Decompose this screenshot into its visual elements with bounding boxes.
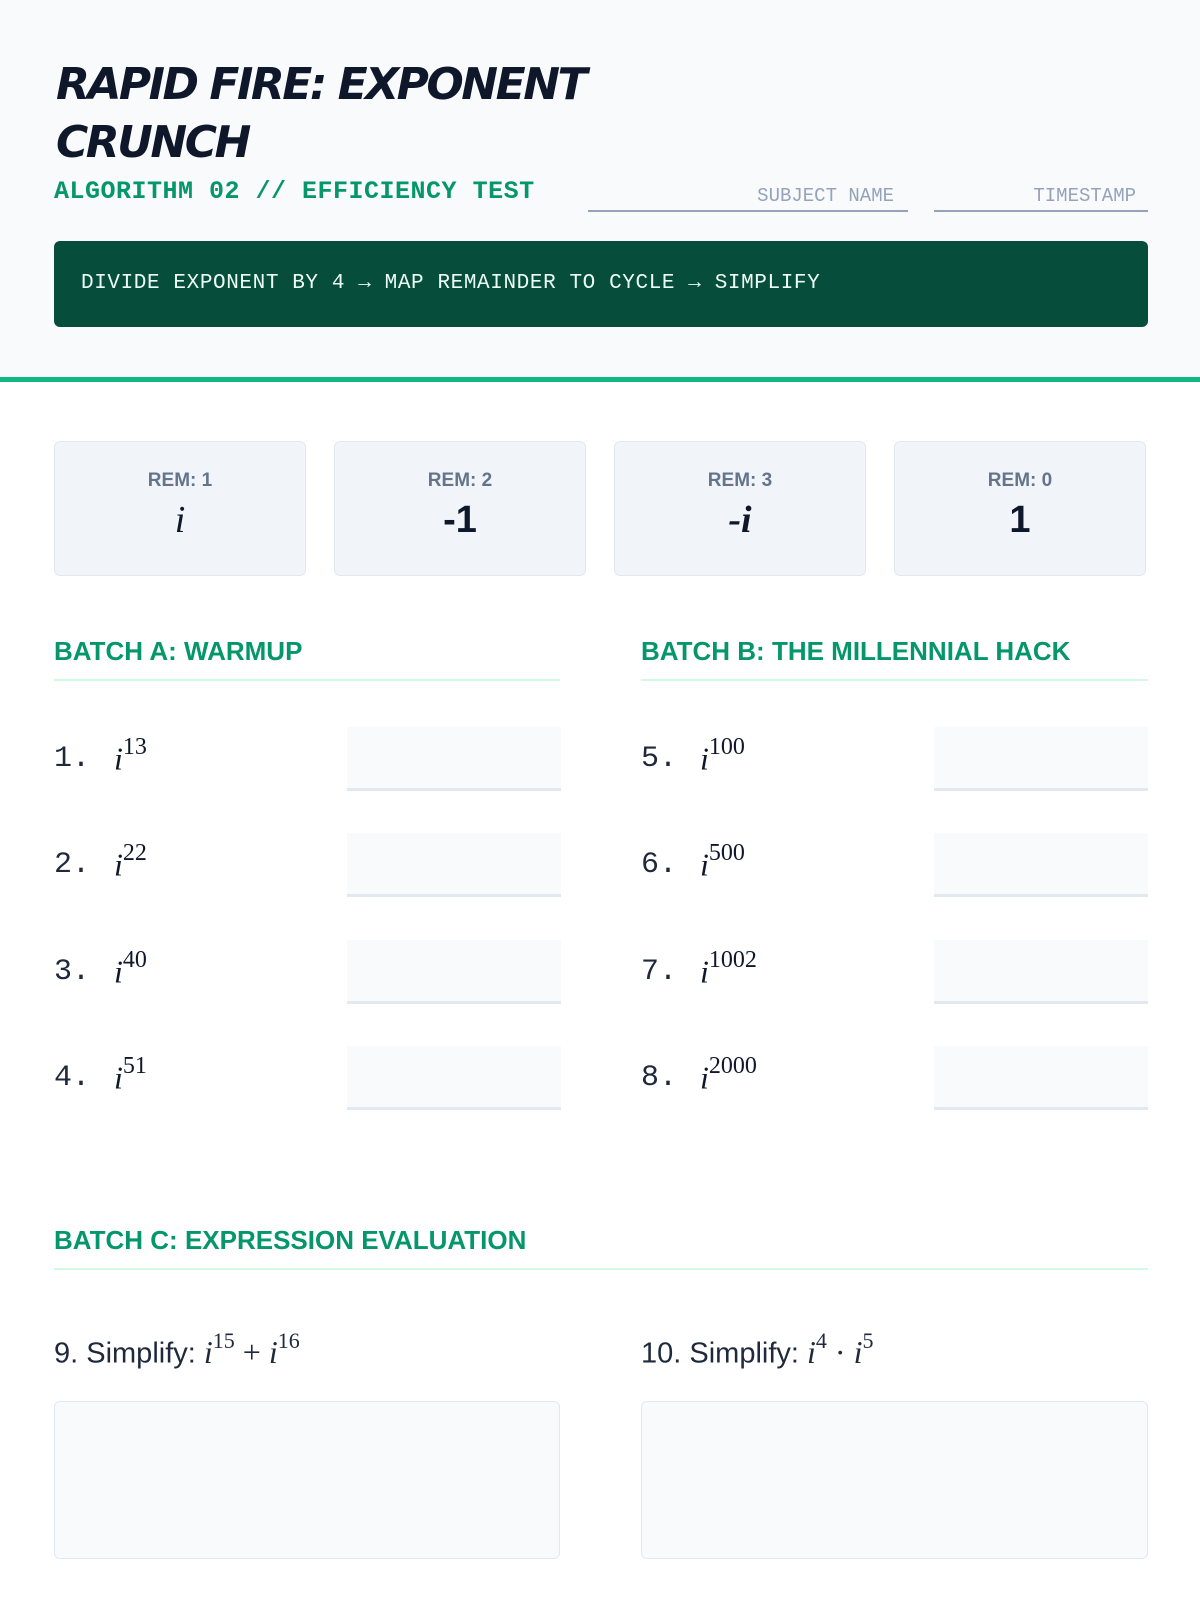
problem-number: 6. (641, 848, 678, 882)
problem-expression: $i^{13}$ (114, 734, 147, 777)
cycle-card-value: 1 (1009, 499, 1031, 541)
question-10-label (641, 1328, 874, 1371)
answer-box-2[interactable] (347, 833, 561, 897)
answer-box-6[interactable] (934, 833, 1148, 897)
title-line-2: CRUNCH (56, 117, 249, 168)
cycle-card-value: -i (728, 499, 752, 541)
cycle-card-rem-1 (54, 441, 306, 576)
cycle-card-value: -1 (443, 499, 477, 541)
cycle-card-label: REM: 2 (427, 470, 493, 491)
problem-number: 3. (54, 955, 91, 989)
worksheet-header (0, 0, 1200, 382)
cycle-card-rem-0 (894, 441, 1146, 576)
cycle-card-label: REM: 1 (147, 470, 213, 491)
problem-expression: $i^{22}$ (114, 840, 147, 883)
answer-box-7[interactable] (934, 940, 1148, 1004)
answer-box-1[interactable] (347, 727, 561, 791)
work-area-10[interactable] (641, 1401, 1148, 1559)
question-9-expression: $i^{15} + i^{16}$ (203, 1328, 300, 1370)
page-title (56, 56, 616, 172)
question-10-expression: $i^4 \cdot i^5$ (807, 1328, 874, 1370)
cycle-card-label: REM: 3 (707, 470, 773, 491)
problem-expression: $i^{40}$ (114, 947, 147, 990)
question-9-label (54, 1328, 300, 1371)
problem-expression: $i^{1002}$ (700, 947, 757, 990)
cycle-card-label: REM: 0 (987, 470, 1053, 491)
problem-number: 1. (54, 742, 91, 776)
problem-number: 7. (641, 955, 678, 989)
problem-expression: $i^{51}$ (114, 1053, 147, 1096)
batch-c-heading: BATCH C: EXPRESSION EVALUATION (54, 1220, 1148, 1270)
question-prefix: 10. Simplify: (641, 1337, 799, 1370)
problem-expression: $i^{500}$ (700, 840, 745, 883)
answer-box-5[interactable] (934, 727, 1148, 791)
answer-box-8[interactable] (934, 1046, 1148, 1110)
batch-b-heading: BATCH B: THE MILLENNIAL HACK (641, 631, 1148, 681)
cycle-card-rem-3 (614, 441, 866, 576)
problem-expression: $i^{100}$ (700, 734, 745, 777)
batch-a-heading: BATCH A: WARMUP (54, 631, 560, 681)
cycle-cards (54, 441, 1148, 576)
problem-number: 5. (641, 742, 678, 776)
cycle-card-rem-2 (334, 441, 586, 576)
problem-expression: $i^{2000}$ (700, 1053, 757, 1096)
instruction-banner: DIVIDE EXPONENT BY 4 → MAP REMAINDER TO CYCLE → SIMPLIFY (54, 241, 1148, 327)
subject-name-field[interactable]: SUBJECT NAME (588, 184, 908, 212)
title-line-1: RAPID FIRE: EXPONENT (56, 59, 586, 110)
problem-number: 8. (641, 1061, 678, 1095)
answer-box-3[interactable] (347, 940, 561, 1004)
work-area-9[interactable] (54, 1401, 560, 1559)
cycle-card-value: i (174, 499, 186, 541)
page-subtitle: ALGORITHM 02 // EFFICIENCY TEST (54, 177, 535, 206)
answer-box-4[interactable] (347, 1046, 561, 1110)
problem-number: 2. (54, 848, 91, 882)
timestamp-field[interactable]: TIMESTAMP (934, 184, 1148, 212)
problem-number: 4. (54, 1061, 91, 1095)
question-prefix: 9. Simplify: (54, 1337, 196, 1370)
